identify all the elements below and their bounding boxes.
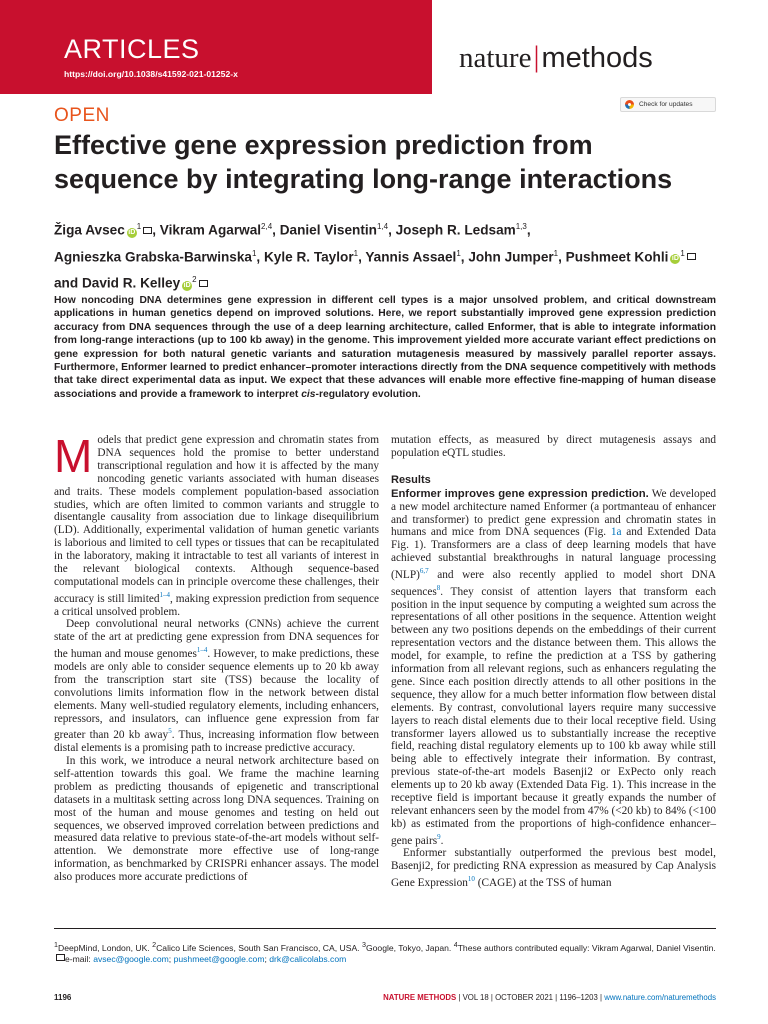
- email-label: e-mail:: [65, 954, 94, 965]
- affiliation-sup: 2: [152, 941, 157, 949]
- orcid-icon[interactable]: iD: [183, 281, 191, 289]
- author-name[interactable]: Agnieszka Grabska-Barwinska: [54, 249, 252, 265]
- paragraph-text: .: [440, 834, 444, 847]
- footer-volume-info: | VOL 18 | OCTOBER 2021 | 1196–1203 |: [456, 993, 605, 1002]
- author-name[interactable]: , Vikram Agarwal: [152, 222, 262, 238]
- drop-cap: M: [54, 430, 93, 482]
- doi-link[interactable]: https://doi.org/10.1038/s41592-021-01252-x: [64, 69, 238, 79]
- envelope-icon: [56, 954, 65, 961]
- envelope-icon[interactable]: [199, 280, 208, 287]
- affiliation-text: Google, Tokyo, Japan.: [365, 942, 454, 953]
- reference-link[interactable]: 8: [436, 583, 441, 592]
- affiliation-sup: 1: [456, 248, 461, 258]
- paragraph-text: . However, to make predictions, these models are only able to consider sequence elements up to 20 kb away from the transcription start site (TSS) because the locality of convolutions limits information flow in the network between distal elements. Many well-studied regulatory elements, including enhancers, repressors, and insulators, can influence gene expression from far greater than 20 kb away: [54, 648, 379, 742]
- paragraph-text: We developed a new model architecture named Enformer (a portmanteau of enhancer and transformer) to predict gene expression and chromatin states in humans and mice from DNA sequences (Fig.: [391, 487, 716, 539]
- journal-logo-part2: methods: [541, 42, 653, 74]
- reference-link[interactable]: 9: [437, 832, 441, 841]
- affiliation-sup: 1: [353, 248, 359, 258]
- footer-journal-name: NATURE METHODS: [383, 993, 457, 1002]
- paragraph-text: , making expression prediction from sequence a critical unsolved problem.: [54, 592, 380, 618]
- abstract-text-end: -regulatory evolution.: [315, 388, 421, 400]
- email-link[interactable]: pushmeet@google.com: [173, 954, 265, 965]
- author-name[interactable]: , Pushmeet Kohli: [558, 249, 669, 265]
- paragraph-text: odels that predict gene expression and chromatin states from DNA sequences hold the promise to better understand transcriptional regulation and how it is affected by the many noncoding genetic variants associated with human diseases and traits. These models complement population-based association studies, which are often limited to common variants and struggle to disentangle causality from association due to linkage disequilibrium (LD). Additionally, experimental validation of human genetic variants is laborious and limited to cell types or tissues that can be recapitulated in the laboratory, making it intractable to test all variants of interest in the relevant biological contexts. Although sequence-based computational models can in principle overcome these challenges, their accuracy is still limited: [54, 434, 379, 605]
- affiliation-sup: 3: [361, 941, 366, 949]
- reference-link[interactable]: 5: [168, 727, 172, 736]
- paragraph-text: (CAGE) at the TSS of human: [474, 877, 612, 890]
- email-link[interactable]: avsec@google.com: [93, 954, 169, 965]
- author-name[interactable]: , Yannis Assael: [358, 249, 457, 265]
- check-for-updates-label: Check for updates: [639, 101, 693, 108]
- paragraph-text: Enformer substantially outperformed the previous best model, Basenji2, for predicting RNA expression as measured by Cap Analysis Gene Expression: [391, 847, 716, 890]
- footer-citation: [383, 993, 716, 1002]
- affiliation-text: Calico Life Sciences, South San Francisco, CA, USA.: [156, 942, 362, 953]
- body-column-right: [391, 434, 716, 890]
- figure-link[interactable]: 1a: [610, 526, 622, 539]
- author-name[interactable]: , Kyle R. Taylor: [256, 249, 354, 265]
- affiliations-footnote: [54, 940, 716, 966]
- body-paragraph: mutation effects, as measured by direct mutagenesis assays and population eQTL studies.: [391, 434, 716, 459]
- results-heading: Results: [391, 473, 431, 486]
- paragraph-text: and were also recently applied to model short DNA sequences: [391, 568, 716, 598]
- author-name[interactable]: , John Jumper: [460, 249, 554, 265]
- reference-link[interactable]: 1–4: [159, 590, 171, 599]
- abstract: [54, 294, 716, 401]
- orcid-icon[interactable]: iD: [671, 255, 679, 263]
- abstract-italic: cis: [301, 388, 316, 400]
- affiliation-sup: 4: [453, 941, 458, 949]
- envelope-icon[interactable]: [687, 253, 696, 260]
- section-label: ARTICLES: [64, 34, 200, 64]
- affiliation-sup: 1,3: [515, 222, 527, 231]
- journal-logo: [459, 41, 653, 75]
- journal-logo-part1: nature: [459, 42, 532, 74]
- crossmark-icon: [625, 100, 634, 109]
- author-separator: ,: [526, 222, 531, 238]
- affiliation-sup: 1: [553, 248, 559, 258]
- affiliation-sup: 1: [251, 248, 257, 258]
- journal-logo-separator: |: [533, 40, 540, 73]
- affiliation-sup: 1: [54, 941, 58, 949]
- check-for-updates-button[interactable]: [620, 97, 716, 112]
- affiliation-sup: 1: [680, 248, 685, 258]
- paragraph-run-in-heading: Enformer improves gene expression prediction.: [391, 487, 649, 500]
- body-paragraph: [54, 618, 379, 755]
- journal-url-link[interactable]: www.nature.com/naturemethods: [604, 993, 716, 1002]
- author-list: [54, 215, 724, 295]
- envelope-icon[interactable]: [143, 227, 152, 234]
- body-paragraph: [391, 847, 716, 889]
- email-separator: ;: [168, 954, 174, 965]
- paragraph-text: . Thus, increasing information flow between distal elements is a promising path to increase predictive accuracy.: [54, 729, 380, 755]
- body-column-left: [54, 430, 380, 884]
- paragraph-text: Deep convolutional neural networks (CNNs) achieve the current state of the art at predicting gene expression from DNA sequences for the human and mouse genomes: [54, 618, 379, 661]
- abstract-text: How noncoding DNA determines gene expression in different cell types is a major unsolved problem, and critical downstream applications in human genetics depend on improved solutions. Here, we report substantially improved gene expression prediction accuracy from DNA sequences through the use of a deep learning architecture, called Enformer, that is able to integrate information from long-range interactions (up to 100 kb away) in the genome. This improvement yielded more accurate variant effect predictions on gene expression for both natural genetic variants and saturation mutagenesis measured by massively parallel reporter assays. Furthermore, Enformer learned to predict enhancer–promoter interactions directly from the DNA sequence competitively with methods that take direct experimental data as input. We expect that these advances will enable more effective fine-mapping of human disease associations and provide a framework to interpret: [54, 295, 716, 400]
- author-name[interactable]: , Joseph R. Ledsam: [388, 222, 516, 238]
- affiliation-text: These authors contributed equally: Vikram Agarwal, Daniel Visentin.: [457, 942, 716, 953]
- body-paragraph: [391, 488, 716, 848]
- affiliation-sup: 2,4: [261, 222, 273, 231]
- author-name[interactable]: Žiga Avsec: [54, 222, 125, 238]
- body-paragraph: In this work, we introduce a neural network architecture based on self-attention towards this goal. We frame the machine learning problem as predicting thousands of epigenetic and transcriptional datasets in a multitask setting across long DNA sequences. Training on most of the human and mouse genomes and testing on held out sequences, we observed improved correlation between predictions and measured data relative to previous state-of-the-art models without self-attention. We demonstrate more effective use of long-range information, as benchmarked by CRISPRi enhancer assays. The model also produces more accurate predictions of: [54, 755, 379, 884]
- affiliation-sup: 1,4: [376, 222, 389, 231]
- affiliation-sup: 1: [136, 222, 142, 231]
- reference-link[interactable]: 6,7: [419, 567, 429, 576]
- affiliation-text: DeepMind, London, UK.: [57, 942, 153, 953]
- author-name[interactable]: and David R. Kelley: [54, 275, 181, 291]
- paragraph-text: . They consist of attention layers that transform each position in the input sequence by computing a weighted sum across the representations of all other positions in the sequence. Attention weight between any two positions depends on the embeddings of their current representation vectors and the distance between them. This allows the model, for example, to refine the prediction at a TSS by gathering information from all relevant regions, such as enhancers regulating the gene. Since each position directly attends to all other positions in the sequence, they allow for a much better information flow between distal elements. By contrast, convolutional layers require many successive layers to reach distal elements due to their local receptive field. Using transformer layers allowed us to substantially increase the receptive field, reaching distal regulatory elements up to 100 kb away while still being able to effectively integrate their information. By contrast, previous state-of-the-art models Basenji2 or ExPecto only reach elements up to 20 kb away (Extended Data Fig. 1). This increase in the receptive field is important because it greatly expands the number of relevant enhancers seen by the model from 47% (<20 kb) to 84% (<100 kb) as estimated from the proportions of high-confidence enhancer–gene pairs: [391, 585, 716, 847]
- affiliation-sup: 2: [192, 275, 197, 285]
- page-number: 1196: [54, 993, 72, 1002]
- orcid-icon[interactable]: iD: [128, 228, 136, 236]
- reference-link[interactable]: 1–4: [196, 646, 208, 655]
- intro-paragraph: [54, 430, 380, 618]
- email-link[interactable]: drk@calicolabs.com: [269, 954, 347, 965]
- paragraph-text: and Extended Data Fig. 1). Transformers are a class of deep learning models that have achieved substantial breakthroughs in natural language processing (NLP): [391, 526, 716, 581]
- article-title: Effective gene expression prediction from sequence by integrating long-range interactions: [54, 130, 673, 194]
- reference-link[interactable]: 10: [467, 875, 475, 884]
- author-name[interactable]: , Daniel Visentin: [272, 222, 377, 238]
- open-access-label: OPEN: [54, 105, 110, 126]
- email-separator: ;: [264, 954, 270, 965]
- footnote-divider: [54, 928, 716, 929]
